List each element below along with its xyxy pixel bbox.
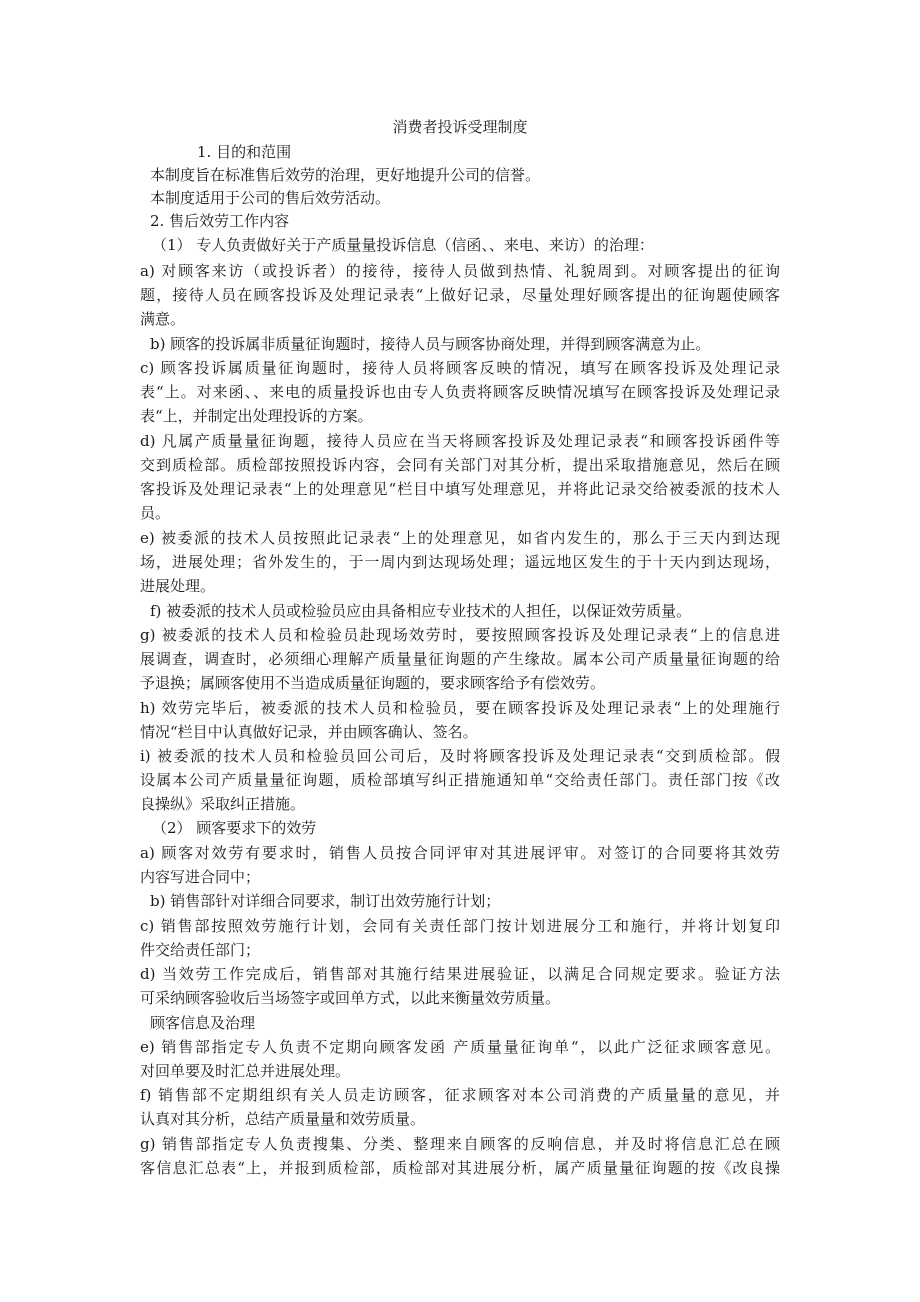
paragraph-line: 认真对其分析，总结产质量量和效劳质量。 [140,1110,426,1128]
paragraph-line: 题，接待人员在顾客投诉及处理记录表“上做好记录，尽量处理好顾客提出的征询题使顾客 [140,286,780,304]
paragraph-line: d) 凡属产质量量征询题，接待人员应在当天将顾客投诉及处理记录表“和顾客投诉函件等 [140,432,780,450]
paragraph-line: 表“上。对来函、、来电的质量投诉也由专人负责将顾客反映情况填写在顾客投诉及处理记录 [140,383,780,401]
paragraph-line: 本制度旨在标准售后效劳的治理，更好地提升公司的信誉。 [150,166,541,184]
paragraph-line: i) 被委派的技术人员和检验员回公司后，及时将顾客投诉及处理记录表“交到质检部。假 [140,747,780,765]
paragraph-line: e) 被委派的技术人员按照此记录表“上的处理意见，如省内发生的，那么于三天内到达现 [140,529,780,547]
paragraph-line: b) 销售部针对详细合同要求，制订出效劳施行计划； [150,892,501,910]
paragraph-line: 予退换；属顾客使用不当造成质量征询题的，要求顾客给予有偿效劳。 [140,674,606,692]
paragraph-line: 本制度适用于公司的售后效劳活动。 [150,189,391,207]
paragraph-line: 可采纳顾客验收后当场签字或回单方式，以此来衡量效劳质量。 [140,989,561,1007]
paragraph-line: 情况“栏目中认真做好记录，并由顾客确认、签名。 [140,723,478,741]
paragraph-line: c) 销售部按照效劳施行计划，会同有关责任部门按计划进展分工和施行，并将计划复印 [140,917,780,935]
paragraph-line: f) 销售部不定期组织有关人员走访顾客，征求顾客对本公司消费的产质量量的意见，并 [140,1086,780,1104]
paragraph-line: 进展处理。 [140,577,216,595]
paragraph-line: 表“上，并制定出处理投诉的方案。 [140,407,373,425]
section-heading: 1. 目的和范围 [197,143,292,161]
paragraph-line: 客信息汇总表“上，并报到质检部，质检部对其进展分析，属产质量量征询题的按《改良操 [140,1159,780,1177]
paragraph-line: 件交给责任部门； [140,941,261,959]
paragraph-line: e) 销售部指定专人负责不定期向顾客发函 产质量量征询单“，以此广泛征求顾客意见。 [140,1038,780,1056]
paragraph-line: 对回单要及时汇总并进展处理。 [140,1062,351,1080]
paragraph-line: c) 顾客投诉属质量征询题时，接待人员将顾客反映的情况，填写在顾客投诉及处理记录 [140,359,780,377]
section-heading: 顾客信息及治理 [150,1014,256,1032]
document-title: 消费者投诉受理制度 [392,118,528,136]
paragraph-line: 内容写进合同中； [140,868,261,886]
paragraph-line: a) 对顾客来访（或投诉者）的接待，接待人员做到热情、礼貌周到。对顾客提出的征询 [140,262,780,280]
paragraph-line: h) 效劳完毕后，被委派的技术人员和检验员，要在顾客投诉及处理记录表“上的处理施行 [140,699,780,717]
paragraph-line: 员。 [140,504,171,522]
subsection-heading: （2） 顾客要求下的效劳 [152,819,317,837]
paragraph-line: d) 当效劳工作完成后，销售部对其施行结果进展验证，以满足合同规定要求。验证方法 [140,965,780,983]
paragraph-line: 良操纵》采取纠正措施。 [140,795,306,813]
section-heading: 2. 售后效劳工作内容 [150,212,290,230]
paragraph-line: 场，进展处理；省外发生的，于一周内到达现场处理；遥远地区发生的于十天内到达现场， [140,553,780,571]
paragraph-line: 交到质检部。质检部按照投诉内容，会同有关部门对其分析，提出采取措施意见，然后在顾 [140,456,780,474]
paragraph-line: 客投诉及处理记录表“上的处理意见“栏目中填写处理意见，并将此记录交给被委派的技术人 [140,480,780,498]
paragraph-line: b) 顾客的投诉属非质量征询题时，接待人员与顾客协商处理，并得到顾客满意为止。 [150,335,711,353]
paragraph-line: 展调查，调查时，必须细心理解产质量量征询题的产生缘故。属本公司产质量量征询题的给 [140,650,780,668]
paragraph-line: f) 被委派的技术人员或检验员应由具备相应专业技术的人担任，以保证效劳质量。 [150,602,692,620]
paragraph-line: g) 销售部指定专人负责搜集、分类、整理来自顾客的反响信息，并及时将信息汇总在顾 [140,1135,780,1153]
subsection-heading: （1） 专人负责做好关于产质量量投诉信息（信函、、来电、来访）的治理： [152,236,654,254]
paragraph-line: 设属本公司产质量量征询题，质检部填写纠正措施通知单“交给责任部门。责任部门按《改 [140,771,780,789]
paragraph-line: g) 被委派的技术人员和检验员赴现场效劳时，要按照顾客投诉及处理记录表“上的信息进 [140,626,780,644]
paragraph-line: a) 顾客对效劳有要求时，销售人员按合同评审对其进展评审。对签订的合同要将其效劳 [140,844,780,862]
paragraph-line: 满意。 [140,310,186,328]
